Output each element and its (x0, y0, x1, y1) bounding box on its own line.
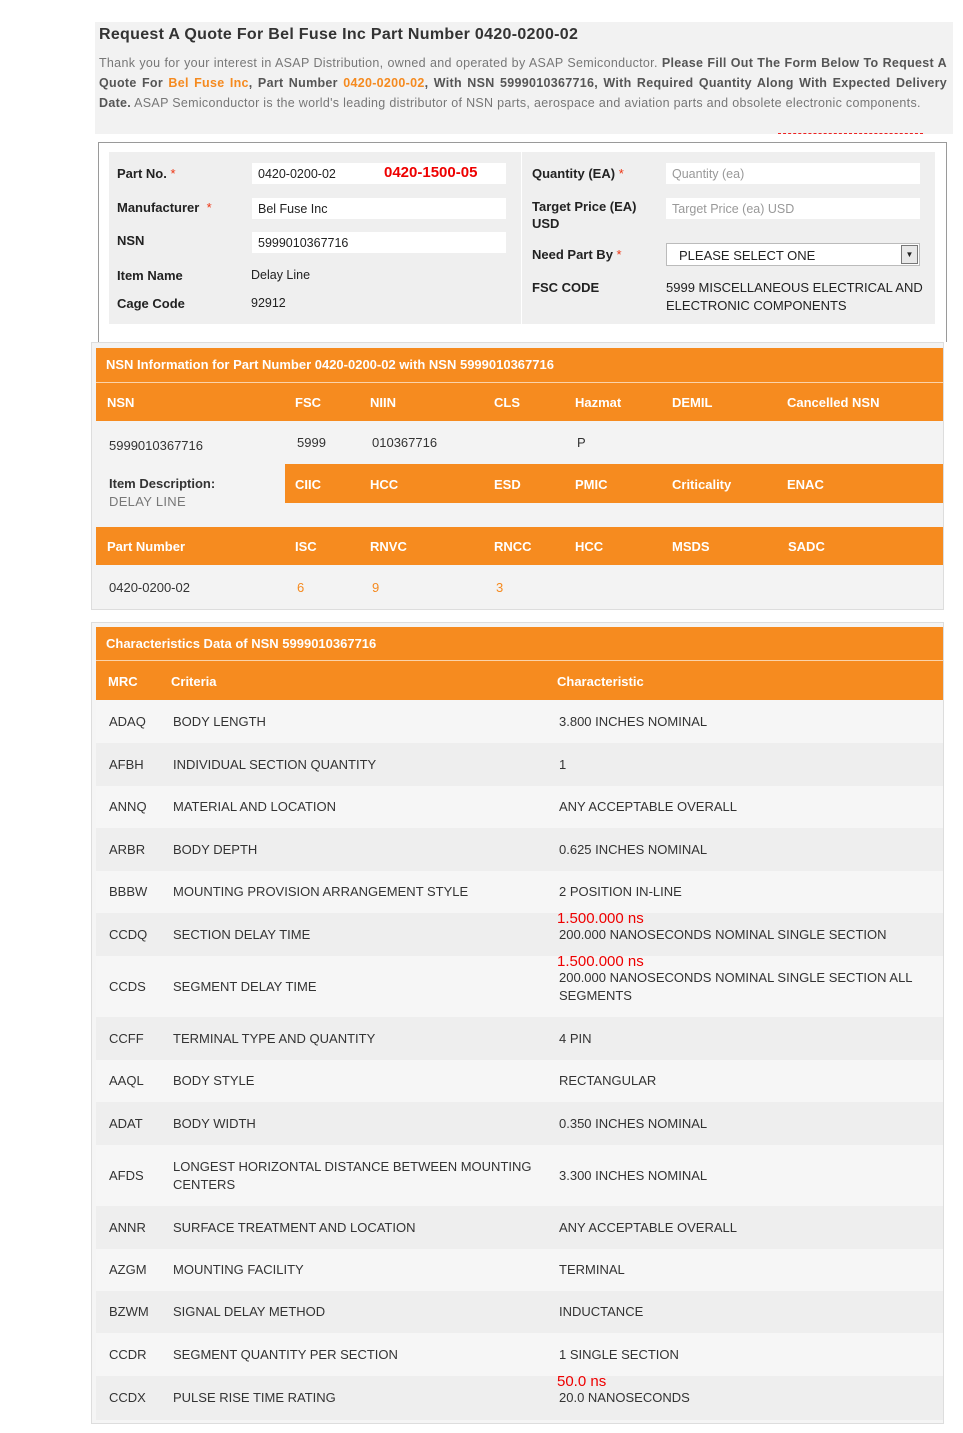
nsn-col-header: NSN (107, 395, 135, 410)
need-by-label: Need Part By * (532, 247, 622, 262)
nsn-col-header-3: ISC (295, 539, 317, 554)
form-divider (521, 152, 522, 324)
criteria-text: TERMINAL TYPE AND QUANTITY (173, 1030, 376, 1046)
manufacturer-link[interactable]: Bel Fuse Inc (168, 76, 249, 90)
nsn-col-header-2: Criticality (672, 477, 732, 492)
col-mrc: MRC (108, 674, 138, 689)
characteristic-row (96, 1060, 943, 1102)
characteristic-row (96, 871, 943, 913)
nsn-col-header-3: MSDS (672, 539, 710, 554)
characteristic-value: 0.625 INCHES NOMINAL (559, 841, 708, 857)
item-name-label: Item Name (117, 268, 183, 283)
characteristic-row (96, 700, 943, 743)
characteristic-value: 3.300 INCHES NOMINAL (559, 1167, 708, 1183)
nsn-col-header-3: Part Number (107, 539, 186, 554)
nsn-code-link[interactable]: 9 (372, 580, 380, 595)
characteristic-value: INDUCTANCE (559, 1304, 644, 1319)
characteristic-value: 200.000 NANOSECONDS NOMINAL SINGLE SECTION ALL SEGMENTS (559, 969, 913, 1003)
criteria-text: BODY LENGTH (173, 713, 266, 729)
mrc-code: ADAT (109, 1115, 143, 1131)
chevron-down-icon[interactable]: ▼ (901, 245, 918, 264)
nsn-col-header-3: HCC (575, 539, 604, 554)
characteristic-value: ANY ACCEPTABLE OVERALL (559, 1219, 737, 1235)
characteristic-value: 1 (559, 756, 567, 772)
characteristic-row (96, 1291, 943, 1333)
criteria-text: BODY DEPTH (173, 841, 258, 857)
criteria-text: SEGMENT DELAY TIME (173, 978, 317, 994)
nsn-col-header-3: SADC (788, 539, 825, 554)
criteria-text: MOUNTING PROVISION ARRANGEMENT STYLE (173, 884, 469, 899)
red-annotation: 1.500.000 ns (557, 909, 644, 927)
mrc-code: ANNR (109, 1219, 146, 1235)
item-name-value: Delay Line (251, 268, 311, 282)
mrc-code: CCDQ (109, 926, 148, 942)
manufacturer-label: Manufacturer * (117, 200, 212, 215)
criteria-text: SECTION DELAY TIME (173, 926, 311, 942)
quote-header (95, 22, 953, 134)
nsn-col-header: DEMIL (672, 395, 713, 410)
mrc-code: ANNQ (109, 799, 147, 814)
need-by-select[interactable]: PLEASE SELECT ONE ▼ (666, 243, 920, 266)
target-price-label: Target Price (EA) USD (532, 199, 637, 231)
mrc-code: AFBH (109, 756, 144, 772)
nsn-col-header-2: ESD (494, 477, 521, 492)
characteristic-value: RECTANGULAR (559, 1073, 657, 1088)
part-no-annotation: 0420-1500-05 (384, 164, 478, 181)
criteria-text: SURFACE TREATMENT AND LOCATION (173, 1219, 416, 1235)
characteristic-row (96, 786, 943, 828)
part-no-label: Part No. * (117, 166, 176, 181)
nsn-col-header-2: HCC (370, 477, 399, 492)
nsn-col-header: NIIN (370, 395, 396, 410)
nsn-col-value: 5999010367716 (109, 438, 203, 453)
part-number-value: 0420-0200-02 (109, 580, 190, 595)
nsn-code-link[interactable]: 6 (297, 580, 305, 595)
characteristic-row (96, 828, 943, 871)
nsn-col-header: Cancelled NSN (787, 395, 880, 410)
nsn-col-header: CLS (494, 395, 520, 410)
characteristic-value: 20.0 NANOSECONDS (559, 1390, 690, 1405)
criteria-text: PULSE RISE TIME RATING (173, 1390, 336, 1405)
nsn-col-header-2: PMIC (575, 477, 608, 492)
characteristic-row (96, 1017, 943, 1060)
nsn-col-header: Hazmat (575, 395, 622, 410)
characteristic-value: 3.800 INCHES NOMINAL (559, 713, 708, 729)
quantity-input[interactable]: Quantity (ea) (666, 163, 920, 184)
mrc-code: AZGM (109, 1262, 147, 1277)
characteristic-row (96, 1249, 943, 1291)
characteristic-value: TERMINAL (559, 1262, 625, 1277)
red-annotation: 1.500.000 ns (557, 952, 644, 970)
characteristic-row (96, 1206, 943, 1249)
characteristic-row (96, 952, 943, 1017)
characteristic-value: 1 SINGLE SECTION (559, 1346, 679, 1362)
criteria-text: SIGNAL DELAY METHOD (173, 1304, 326, 1319)
mrc-code: CCDS (109, 978, 146, 994)
nsn-col-value: 5999 (297, 435, 326, 450)
characteristic-value: 4 PIN (559, 1030, 592, 1046)
characteristic-value: ANY ACCEPTABLE OVERALL (559, 799, 737, 814)
characteristic-value: 200.000 NANOSECONDS NOMINAL SINGLE SECTION (559, 926, 887, 942)
characteristic-row (96, 1333, 943, 1376)
mrc-code: ADAQ (109, 713, 146, 729)
criteria-text: MATERIAL AND LOCATION (173, 799, 337, 814)
nsn-label: NSN (117, 233, 145, 248)
characteristic-row (96, 1145, 943, 1206)
cage-code-label: Cage Code (117, 296, 185, 311)
part-number-link[interactable]: 0420-0200-02 (343, 76, 425, 90)
criteria-text: SEGMENT QUANTITY PER SECTION (173, 1346, 398, 1362)
mrc-code: AAQL (109, 1073, 144, 1088)
fsc-code-label: FSC CODE (532, 280, 600, 295)
nsn-col-value: 010367716 (372, 435, 438, 450)
mrc-code: BZWM (109, 1304, 149, 1319)
criteria-text: MOUNTING FACILITY (173, 1262, 304, 1277)
characteristic-row (96, 1102, 943, 1145)
col-characteristic: Characteristic (557, 674, 644, 689)
part-no-input[interactable]: 0420-0200-02 (252, 163, 506, 184)
characteristic-row (96, 743, 943, 786)
item-description-value: DELAY LINE (109, 494, 186, 509)
criteria-text: BODY STYLE (173, 1073, 255, 1088)
manufacturer-input[interactable]: Bel Fuse Inc (252, 198, 506, 219)
characteristic-row (96, 1373, 943, 1420)
nsn-col-header-2: CIIC (295, 477, 321, 492)
criteria-text: LONGEST HORIZONTAL DISTANCE BETWEEN MOUNTING CENTERS (173, 1158, 532, 1192)
mrc-code: AFDS (109, 1167, 144, 1183)
mrc-code: CCFF (109, 1030, 144, 1046)
page-title: Request A Quote For Bel Fuse Inc Part Number 0420-0200-02 (99, 26, 579, 43)
quantity-label: Quantity (EA) * (532, 166, 624, 181)
criteria-text: INDIVIDUAL SECTION QUANTITY (173, 756, 377, 772)
item-description-label: Item Description: (109, 476, 216, 491)
fsc-code-value: 5999 MISCELLANEOUS ELECTRICAL AND ELECTRONIC COMPONENTS (666, 280, 923, 313)
mrc-code: ARBR (109, 841, 146, 857)
cage-code-value: 92912 (251, 296, 286, 310)
nsn-col-header-3: RNVC (370, 539, 407, 554)
characteristic-row (96, 909, 943, 956)
mrc-code: CCDX (109, 1390, 146, 1405)
nsn-input[interactable]: 5999010367716 (252, 232, 506, 253)
nsn-col-header-3: RNCC (494, 539, 532, 554)
nsn-col-header-2: ENAC (787, 477, 824, 492)
criteria-text: BODY WIDTH (173, 1115, 256, 1131)
annotation-underline (778, 133, 923, 135)
characteristics-title: Characteristics Data of NSN 5999010367716 (96, 627, 943, 660)
col-criteria: Criteria (171, 674, 217, 689)
characteristic-value: 0.350 INCHES NOMINAL (559, 1115, 708, 1131)
red-annotation: 50.0 ns (557, 1373, 607, 1390)
characteristics-header-row (96, 661, 943, 700)
characteristic-value: 2 POSITION IN-LINE (559, 884, 682, 899)
nsn-col-value: P (577, 435, 586, 450)
mrc-code: CCDR (109, 1346, 147, 1362)
mrc-code: BBBW (109, 884, 148, 899)
intro-text: Thank you for your interest in ASAP Distribution, owned and operated by ASAP Semiconductor. Please Fill Out The Form Below To Request A Quote For Bel Fuse Inc, Part Number 0420-0200-02, With NSN 5999010367716, With Required Quantity Along With Expected Delivery Date. ASAP Semiconductor is the world's leading distributor of NSN parts, aerospace and aviation parts and obsolete electronic components. (99, 56, 947, 110)
nsn-info-title: NSN Information for Part Number 0420-0200-02 with NSN 5999010367716 (96, 348, 943, 382)
nsn-col-header: FSC (295, 395, 321, 410)
nsn-code-link[interactable]: 3 (496, 580, 504, 595)
target-price-input[interactable]: Target Price (ea) USD (666, 198, 920, 219)
